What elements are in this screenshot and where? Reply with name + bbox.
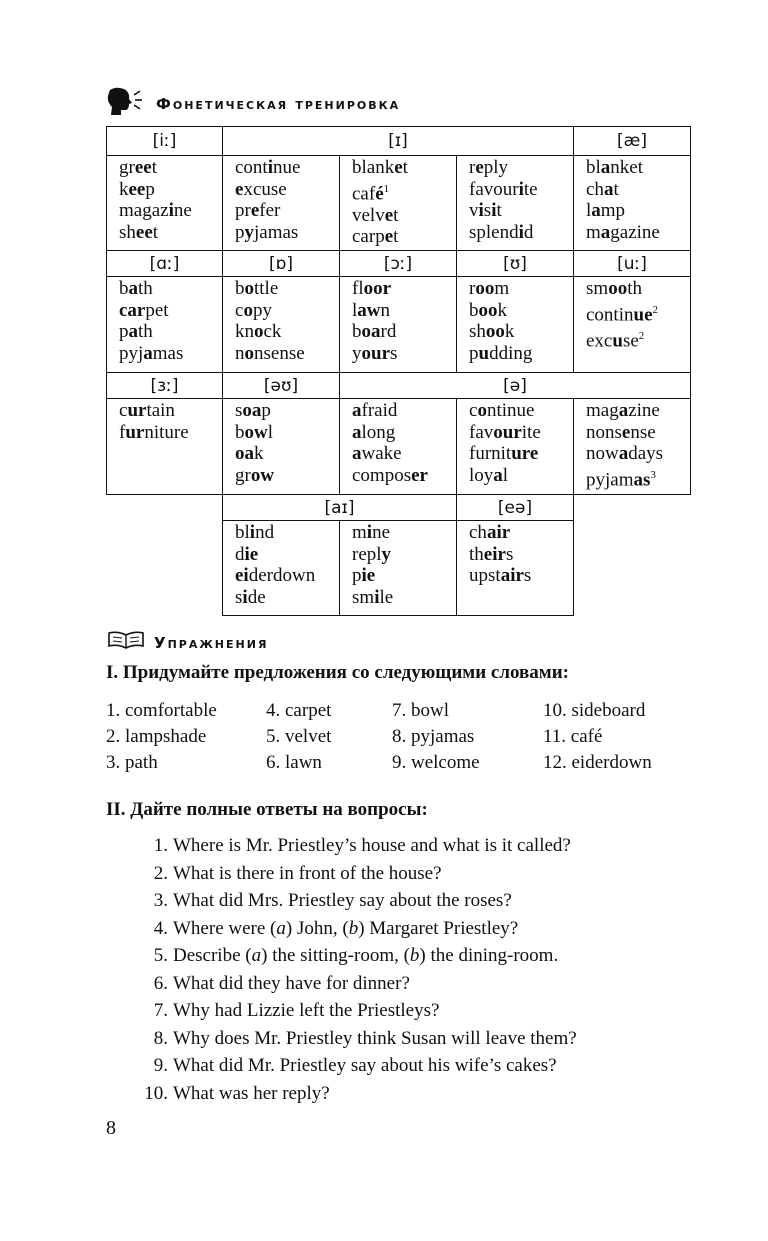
words-ea	[456, 520, 574, 616]
word-bath: bath	[119, 278, 153, 299]
question-item	[134, 860, 577, 888]
question-text: Where is Mr. Priestley’s house and what is it called?	[173, 835, 571, 856]
word-curtain: curtain	[119, 400, 175, 421]
word-pyjamas: pyjamas$^3$	[586, 469, 656, 491]
header-u-long: [uː]	[573, 250, 691, 277]
question-text: What did they have for dinner?	[173, 972, 410, 994]
word-upstairs: upstairs	[469, 565, 532, 587]
word-continue: continue	[235, 157, 301, 178]
exercise-1-word-grid	[106, 700, 706, 780]
question-number: 9.	[153, 1055, 168, 1076]
question-text: Why had Lizzie left the Priestleys?	[173, 1000, 440, 1021]
word-item: 5. velvet	[266, 726, 332, 747]
word-item: 12. eiderdown	[543, 752, 652, 773]
header-i-long: [iː]	[106, 126, 223, 156]
question-item	[134, 1025, 577, 1053]
question-item	[134, 832, 577, 860]
phonetic-table	[106, 126, 691, 616]
question-list	[134, 832, 577, 1107]
word-shook: shook	[469, 321, 515, 343]
word-splendid: splendid	[469, 222, 534, 244]
question-text: What did Mrs. Priestley say about the roses?	[173, 890, 512, 911]
word-item: 6. lawn	[266, 752, 322, 773]
word-item: 2. lampshade	[106, 726, 207, 747]
word-magazine: magazine	[586, 400, 660, 421]
word-reply: reply	[469, 157, 509, 178]
word-furniture: furniture	[119, 421, 189, 443]
word-greet: greet	[119, 157, 157, 178]
word-nowadays: nowadays	[586, 443, 664, 465]
word-book: book	[469, 299, 507, 321]
word-bottle: bottle	[235, 278, 279, 299]
word-item: 11. café	[543, 726, 603, 747]
word-favourite: favourite	[469, 421, 541, 443]
exercise-1-title: I. Придумайте предложения со следующими словами:	[106, 662, 570, 683]
word-keep: keep	[119, 178, 155, 200]
words-er	[106, 398, 223, 495]
header-ou: [əʊ]	[222, 372, 340, 399]
question-item	[134, 997, 577, 1025]
word-path: path	[119, 321, 153, 343]
word-item: 1. comfortable	[106, 700, 217, 721]
words-ai-1	[222, 520, 340, 616]
header-er: [ɜː]	[106, 372, 223, 399]
phonetics-heading	[106, 86, 400, 121]
header-ea: [eə]	[456, 494, 574, 521]
word-pyjamas: pyjamas	[119, 343, 184, 365]
words-a-long	[106, 276, 223, 373]
header-o-short: [ɒ]	[222, 250, 340, 277]
word-copy: copy	[235, 299, 272, 321]
word-item: 10. sideboard	[543, 700, 646, 721]
word-eiderdown: eiderdown	[235, 565, 316, 587]
question-number: 6.	[153, 972, 168, 994]
word-afraid: afraid	[352, 400, 398, 421]
word-carpet: carpet	[119, 299, 169, 321]
word-pudding: pudding	[469, 343, 533, 365]
page-number: 8	[106, 1117, 116, 1139]
question-number: 2.	[153, 862, 168, 884]
words-ou	[222, 398, 340, 495]
question-item	[134, 915, 577, 943]
word-cafe: café$^1$	[352, 182, 390, 205]
word-nonsense: nonsense	[235, 343, 305, 365]
word-soap: soap	[235, 400, 271, 421]
word-board: board	[352, 321, 397, 343]
open-book-icon	[106, 630, 146, 655]
words-ai-2	[339, 520, 457, 616]
word-furniture: furniture	[469, 443, 539, 465]
question-item	[134, 1052, 577, 1080]
words-schwa-1	[339, 398, 457, 495]
word-blanket: blanket	[586, 157, 643, 178]
word-blanket: blanket	[352, 157, 408, 178]
word-excuse: excuse	[235, 178, 287, 200]
word-side: side	[235, 587, 266, 609]
words-o-short	[222, 276, 340, 373]
words-ae	[573, 155, 691, 251]
header-o-long: [ɔː]	[339, 250, 457, 277]
header-i-short: [ɪ]	[222, 126, 574, 156]
word-mine: mine	[352, 522, 390, 543]
word-along: along	[352, 421, 396, 443]
word-item: 9. welcome	[392, 752, 480, 773]
word-item: 4. carpet	[266, 700, 332, 721]
word-item: 8. pyjamas	[392, 726, 475, 747]
word-visit: visit	[469, 200, 502, 222]
word-room: room	[469, 278, 510, 299]
word-bowl: bowl	[235, 421, 274, 443]
header-a-long: [ɑː]	[106, 250, 223, 277]
word-lamp: lamp	[586, 200, 626, 222]
question-item	[134, 1080, 577, 1108]
word-floor: floor	[352, 278, 392, 299]
word-chair: chair	[469, 522, 511, 543]
word-oak: oak	[235, 443, 264, 465]
header-ae: [æ]	[573, 126, 691, 156]
word-reply: reply	[352, 543, 392, 565]
word-excuse: excuse$^2$	[586, 329, 645, 352]
word-carpet: carpet	[352, 226, 399, 248]
question-text: Why does Mr. Priestley think Susan will leave them?	[173, 1027, 577, 1049]
word-smile: smile	[352, 587, 394, 609]
word-pyjamas: pyjamas	[235, 222, 299, 244]
word-velvet: velvet	[352, 204, 399, 226]
question-text: What is there in front of the house?	[173, 862, 442, 884]
question-text: What was her reply?	[173, 1082, 330, 1104]
words-i-short-1	[222, 155, 340, 251]
word-loyal: loyal	[469, 465, 509, 487]
question-number: 10.	[144, 1082, 168, 1104]
word-nonsense: nonsense	[586, 421, 656, 443]
word-chat: chat	[586, 178, 619, 200]
question-number: 8.	[153, 1027, 168, 1049]
word-favourite: favourite	[469, 178, 538, 200]
word-continue: continue	[469, 400, 535, 421]
words-u-short	[456, 276, 574, 373]
word-item: 3. path	[106, 752, 158, 773]
question-item	[134, 942, 577, 970]
question-item	[134, 887, 577, 915]
header-u-short: [ʊ]	[456, 250, 574, 277]
word-knock: knock	[235, 321, 282, 343]
header-ai: [aɪ]	[222, 494, 457, 521]
words-i-long	[106, 155, 223, 251]
question-number: 1.	[153, 835, 168, 856]
word-sheet: sheet	[119, 222, 159, 244]
question-text: Where were (a) John, (b) Margaret Priestley?	[173, 917, 519, 939]
exercise-2-title: II. Дайте полные ответы на вопросы:	[106, 799, 428, 820]
question-text: What did Mr. Priestley say about his wife’s cakes?	[173, 1055, 557, 1076]
word-lawn: lawn	[352, 299, 391, 321]
word-prefer: prefer	[235, 200, 281, 222]
phonetics-title: Фонетическая тренировка	[156, 94, 401, 113]
word-blind: blind	[235, 522, 275, 543]
question-number: 4.	[153, 917, 168, 939]
word-yours: yours	[352, 343, 398, 365]
word-theirs: theirs	[469, 543, 514, 565]
exercises-heading	[106, 630, 268, 655]
word-pie: pie	[352, 565, 376, 587]
words-schwa-2	[456, 398, 574, 495]
word-awake: awake	[352, 443, 402, 465]
word-die: die	[235, 543, 259, 565]
word-magazine: magazine	[586, 222, 660, 244]
question-number: 3.	[153, 890, 168, 911]
words-schwa-3	[573, 398, 691, 495]
speaking-head-icon	[106, 86, 148, 121]
question-number: 7.	[153, 1000, 168, 1021]
header-schwa: [ə]	[339, 372, 691, 399]
question-number: 5.	[153, 945, 168, 966]
words-u-long	[573, 276, 691, 373]
word-composer: composer	[352, 465, 428, 487]
word-item: 7. bowl	[392, 700, 449, 721]
word-magazine: magazine	[119, 200, 192, 222]
word-continue: continue$^2$	[586, 303, 658, 326]
words-o-long	[339, 276, 457, 373]
words-i-short-3	[456, 155, 574, 251]
words-i-short-2	[339, 155, 457, 251]
question-item	[134, 970, 577, 998]
word-grow: grow	[235, 465, 275, 487]
exercises-title: Упражнения	[154, 633, 269, 652]
question-text: Describe (a) the sitting-room, (b) the dining-room.	[173, 945, 559, 966]
word-smooth: smooth	[586, 278, 642, 299]
